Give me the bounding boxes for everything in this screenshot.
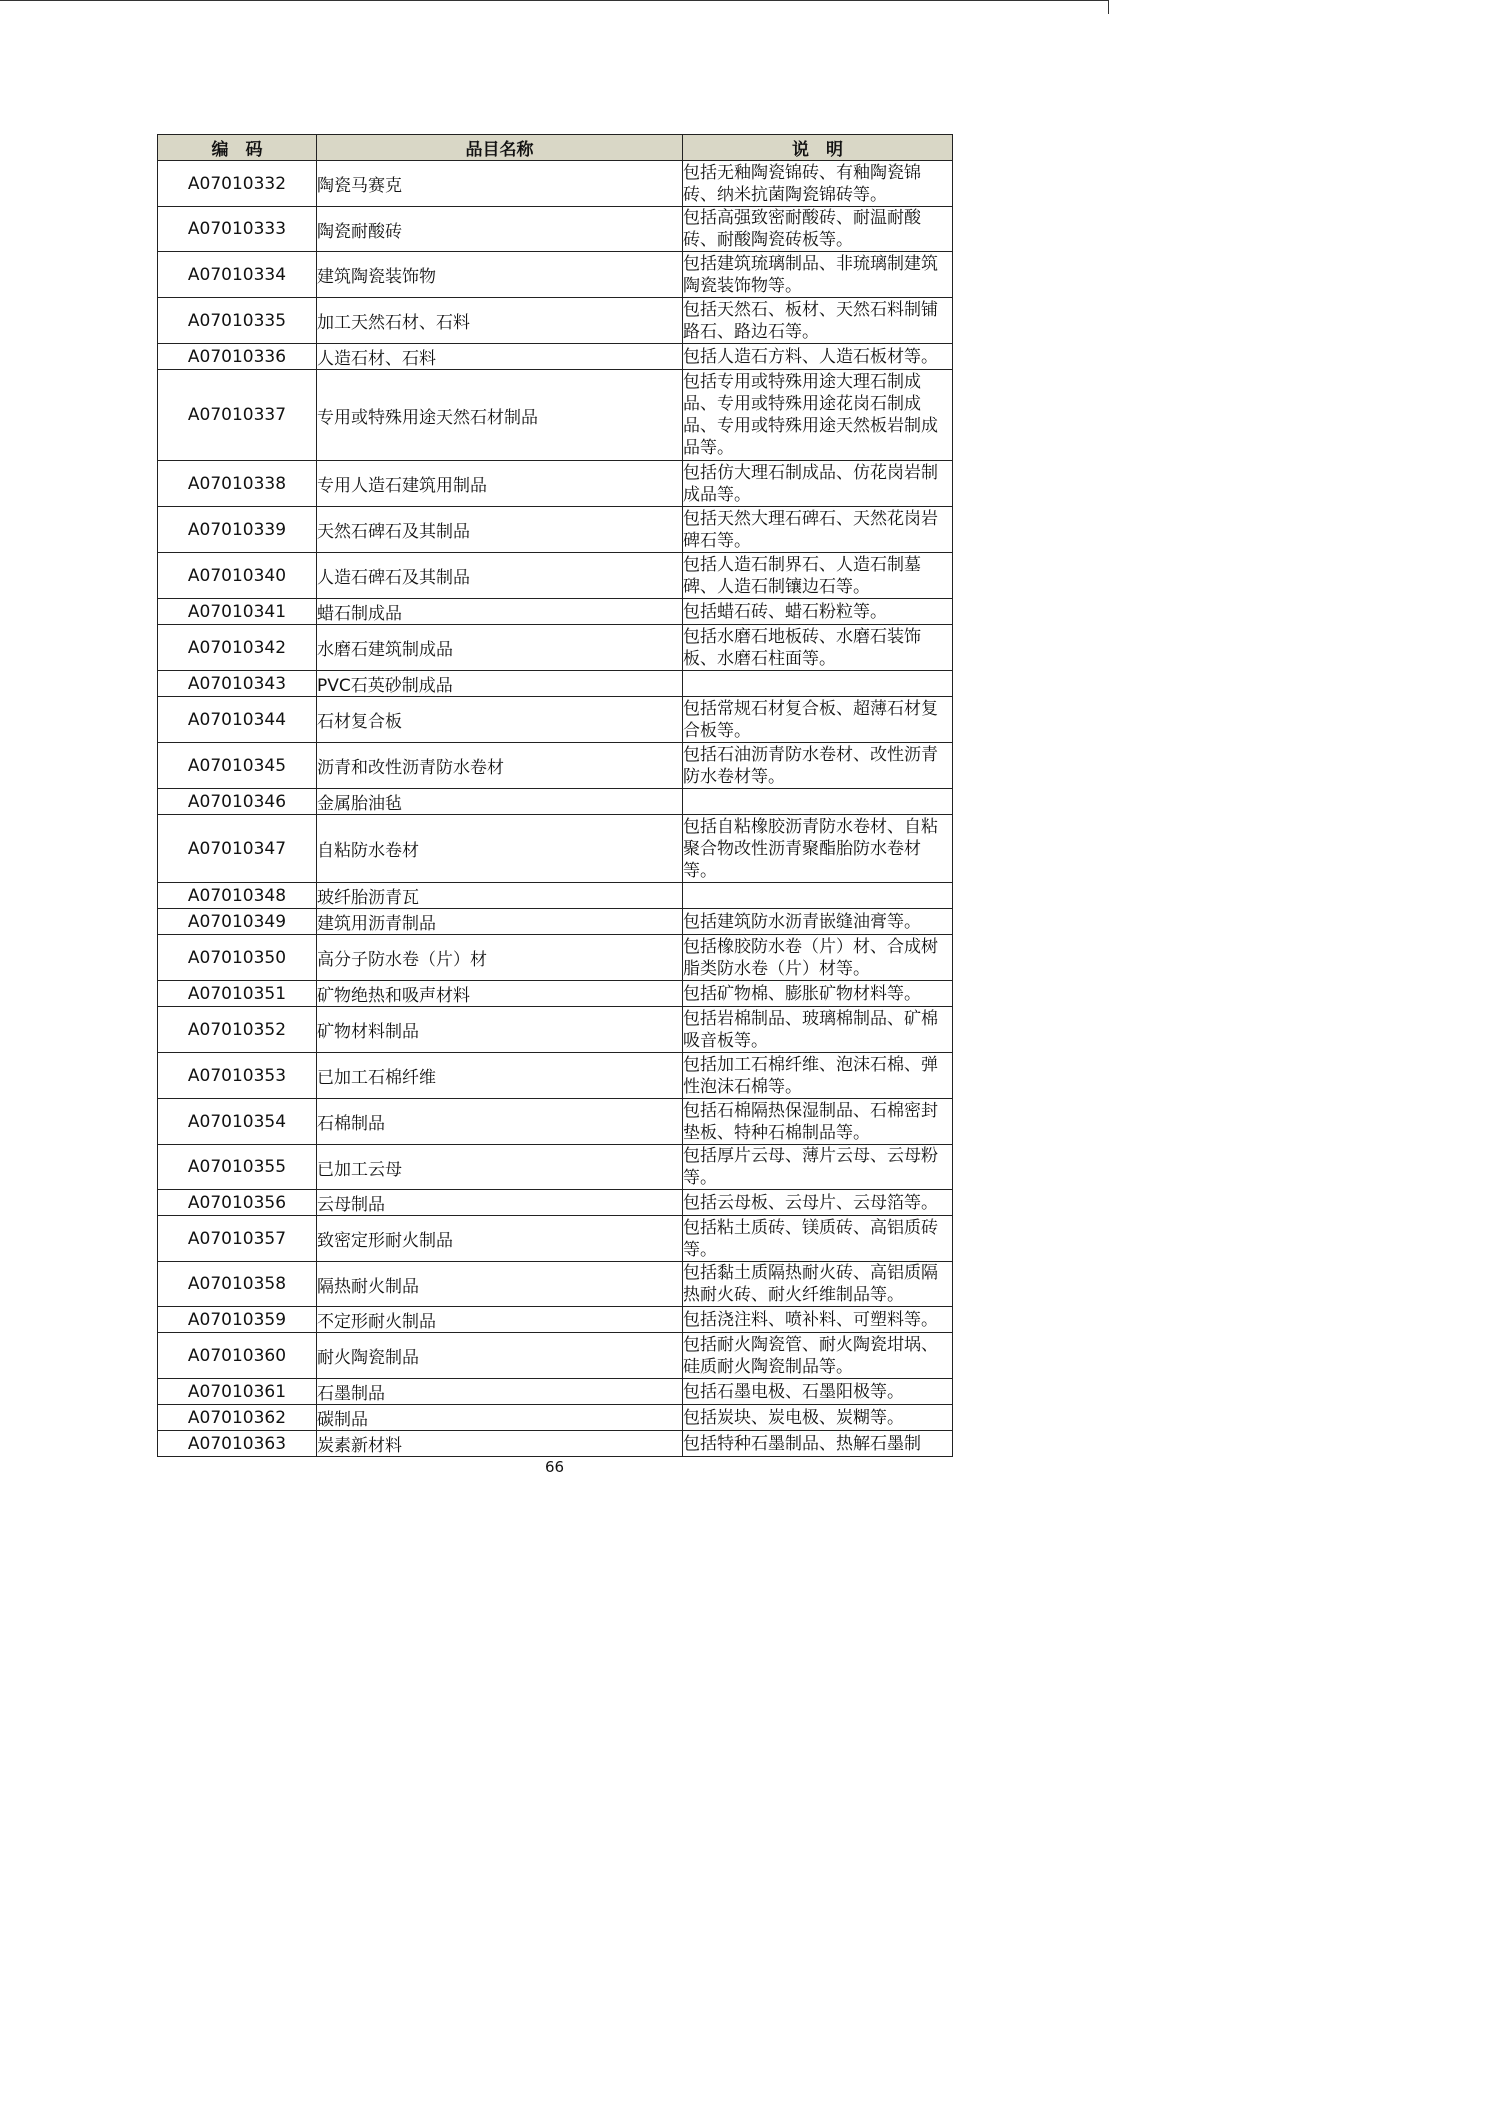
item-code-cell: A07010355 [158, 1145, 317, 1190]
item-code-cell: A07010334 [158, 252, 317, 298]
item-description-cell [683, 883, 953, 909]
item-description-cell: 包括专用或特殊用途大理石制成品、专用或特殊用途花岗石制成品、专用或特殊用途天然板岩制成品等。 [683, 370, 953, 461]
item-code-cell: A07010339 [158, 507, 317, 553]
table-row [158, 1307, 953, 1333]
item-code-cell: A07010362 [158, 1405, 317, 1431]
table-row [158, 1379, 953, 1405]
item-name-cell: 金属胎油毡 [317, 789, 683, 815]
table-row [158, 1190, 953, 1216]
item-name-cell: 玻纤胎沥青瓦 [317, 883, 683, 909]
item-name-cell: 水磨石建筑制成品 [317, 625, 683, 671]
item-name-cell: 致密定形耐火制品 [317, 1216, 683, 1262]
item-name-cell: 自粘防水卷材 [317, 815, 683, 883]
item-code-cell: A07010333 [158, 207, 317, 252]
item-name-cell: 陶瓷耐酸砖 [317, 207, 683, 252]
item-description-cell: 包括常规石材复合板、超薄石材复合板等。 [683, 697, 953, 743]
item-description-cell: 包括厚片云母、薄片云母、云母粉等。 [683, 1145, 953, 1190]
item-description-cell: 包括天然石、板材、天然石料制铺路石、路边石等。 [683, 298, 953, 344]
page-top-border [0, 0, 1109, 1]
item-description-cell: 包括岩棉制品、玻璃棉制品、矿棉吸音板等。 [683, 1007, 953, 1053]
table-row [158, 935, 953, 981]
table-row [158, 625, 953, 671]
item-name-cell: 已加工云母 [317, 1145, 683, 1190]
item-description-cell [683, 789, 953, 815]
item-description-cell: 包括无釉陶瓷锦砖、有釉陶瓷锦砖、纳米抗菌陶瓷锦砖等。 [683, 161, 953, 207]
table-row [158, 981, 953, 1007]
item-description-cell: 包括人造石制界石、人造石制墓碑、人造石制镶边石等。 [683, 553, 953, 599]
table-row [158, 883, 953, 909]
item-code-cell: A07010358 [158, 1262, 317, 1307]
table-row [158, 1333, 953, 1379]
item-name-cell: 矿物绝热和吸声材料 [317, 981, 683, 1007]
item-description-cell: 包括矿物棉、膨胀矿物材料等。 [683, 981, 953, 1007]
page-corner-mark [1108, 0, 1109, 14]
item-code-cell: A07010354 [158, 1099, 317, 1145]
table-row [158, 252, 953, 298]
table-row [158, 909, 953, 935]
table-row [158, 1007, 953, 1053]
item-code-cell: A07010350 [158, 935, 317, 981]
item-name-cell: 不定形耐火制品 [317, 1307, 683, 1333]
item-name-cell: 蜡石制成品 [317, 599, 683, 625]
table-body [158, 161, 953, 1457]
item-name-cell: 石材复合板 [317, 697, 683, 743]
item-name-cell: 专用人造石建筑用制品 [317, 461, 683, 507]
header-code: 编 码 [158, 135, 317, 161]
item-code-cell: A07010353 [158, 1053, 317, 1099]
item-name-cell: 炭素新材料 [317, 1431, 683, 1457]
item-name-cell: 云母制品 [317, 1190, 683, 1216]
item-code-cell: A07010342 [158, 625, 317, 671]
item-code-cell: A07010345 [158, 743, 317, 789]
item-description-cell: 包括耐火陶瓷管、耐火陶瓷坩埚、硅质耐火陶瓷制品等。 [683, 1333, 953, 1379]
item-code-cell: A07010335 [158, 298, 317, 344]
table-row [158, 1405, 953, 1431]
item-name-cell: 建筑用沥青制品 [317, 909, 683, 935]
table-row [158, 1431, 953, 1457]
item-code-cell: A07010352 [158, 1007, 317, 1053]
item-name-cell: 隔热耐火制品 [317, 1262, 683, 1307]
table-row [158, 461, 953, 507]
item-code-cell: A07010360 [158, 1333, 317, 1379]
item-name-cell: 天然石碑石及其制品 [317, 507, 683, 553]
table-row [158, 1099, 953, 1145]
item-name-cell: 人造石材、石料 [317, 344, 683, 370]
item-code-cell: A07010356 [158, 1190, 317, 1216]
item-name-cell: 已加工石棉纤维 [317, 1053, 683, 1099]
item-description-cell: 包括石棉隔热保湿制品、石棉密封垫板、特种石棉制品等。 [683, 1099, 953, 1145]
table-row [158, 599, 953, 625]
item-name-cell: PVC石英砂制成品 [317, 671, 683, 697]
table-row [158, 1053, 953, 1099]
item-description-cell: 包括仿大理石制成品、仿花岗岩制成品等。 [683, 461, 953, 507]
item-name-cell: 矿物材料制品 [317, 1007, 683, 1053]
item-description-cell: 包括特种石墨制品、热解石墨制 [683, 1431, 953, 1457]
item-code-cell: A07010363 [158, 1431, 317, 1457]
item-code-cell: A07010359 [158, 1307, 317, 1333]
item-code-cell: A07010361 [158, 1379, 317, 1405]
item-description-cell: 包括高强致密耐酸砖、耐温耐酸砖、耐酸陶瓷砖板等。 [683, 207, 953, 252]
table-header-row [158, 135, 953, 161]
item-description-cell: 包括炭块、炭电极、炭糊等。 [683, 1405, 953, 1431]
item-code-cell: A07010346 [158, 789, 317, 815]
table-row [158, 789, 953, 815]
item-name-cell: 石墨制品 [317, 1379, 683, 1405]
item-description-cell: 包括浇注料、喷补料、可塑料等。 [683, 1307, 953, 1333]
item-description-cell: 包括石墨电极、石墨阳极等。 [683, 1379, 953, 1405]
item-name-cell: 沥青和改性沥青防水卷材 [317, 743, 683, 789]
item-description-cell: 包括人造石方料、人造石板材等。 [683, 344, 953, 370]
item-name-cell: 陶瓷马赛克 [317, 161, 683, 207]
item-description-cell: 包括天然大理石碑石、天然花岗岩碑石等。 [683, 507, 953, 553]
item-code-cell: A07010343 [158, 671, 317, 697]
item-description-cell [683, 671, 953, 697]
table-row [158, 1262, 953, 1307]
item-description-cell: 包括水磨石地板砖、水磨石装饰板、水磨石柱面等。 [683, 625, 953, 671]
table-row [158, 161, 953, 207]
item-name-cell: 高分子防水卷（片）材 [317, 935, 683, 981]
item-description-cell: 包括云母板、云母片、云母箔等。 [683, 1190, 953, 1216]
table-row [158, 743, 953, 789]
item-description-cell: 包括建筑琉璃制品、非琉璃制建筑陶瓷装饰物等。 [683, 252, 953, 298]
item-description-cell: 包括蜡石砖、蜡石粉粒等。 [683, 599, 953, 625]
table-row [158, 1145, 953, 1190]
catalog-table [157, 134, 953, 1457]
item-name-cell: 专用或特殊用途天然石材制品 [317, 370, 683, 461]
item-code-cell: A07010351 [158, 981, 317, 1007]
table-row [158, 507, 953, 553]
item-code-cell: A07010357 [158, 1216, 317, 1262]
item-code-cell: A07010347 [158, 815, 317, 883]
item-code-cell: A07010340 [158, 553, 317, 599]
item-name-cell: 人造石碑石及其制品 [317, 553, 683, 599]
item-description-cell: 包括石油沥青防水卷材、改性沥青防水卷材等。 [683, 743, 953, 789]
item-code-cell: A07010338 [158, 461, 317, 507]
item-code-cell: A07010349 [158, 909, 317, 935]
item-description-cell: 包括加工石棉纤维、泡沫石棉、弹性泡沫石棉等。 [683, 1053, 953, 1099]
item-code-cell: A07010341 [158, 599, 317, 625]
item-description-cell: 包括橡胶防水卷（片）材、合成树脂类防水卷（片）材等。 [683, 935, 953, 981]
table-row [158, 298, 953, 344]
item-name-cell: 建筑陶瓷装饰物 [317, 252, 683, 298]
item-code-cell: A07010348 [158, 883, 317, 909]
item-code-cell: A07010336 [158, 344, 317, 370]
table-row [158, 553, 953, 599]
item-description-cell: 包括建筑防水沥青嵌缝油膏等。 [683, 909, 953, 935]
item-description-cell: 包括自粘橡胶沥青防水卷材、自粘聚合物改性沥青聚酯胎防水卷材等。 [683, 815, 953, 883]
table-row [158, 207, 953, 252]
page-number: 66 [544, 1458, 565, 1476]
item-description-cell: 包括黏土质隔热耐火砖、高铝质隔热耐火砖、耐火纤维制品等。 [683, 1262, 953, 1307]
item-code-cell: A07010337 [158, 370, 317, 461]
item-name-cell: 碳制品 [317, 1405, 683, 1431]
header-item-name: 品目名称 [317, 135, 683, 161]
table-row [158, 1216, 953, 1262]
table-row [158, 697, 953, 743]
table-row [158, 344, 953, 370]
item-name-cell: 加工天然石材、石料 [317, 298, 683, 344]
header-description: 说 明 [683, 135, 953, 161]
table-row [158, 370, 953, 461]
item-name-cell: 耐火陶瓷制品 [317, 1333, 683, 1379]
item-description-cell: 包括粘土质砖、镁质砖、高铝质砖等。 [683, 1216, 953, 1262]
item-name-cell: 石棉制品 [317, 1099, 683, 1145]
item-code-cell: A07010332 [158, 161, 317, 207]
item-code-cell: A07010344 [158, 697, 317, 743]
table-row [158, 815, 953, 883]
table-row [158, 671, 953, 697]
